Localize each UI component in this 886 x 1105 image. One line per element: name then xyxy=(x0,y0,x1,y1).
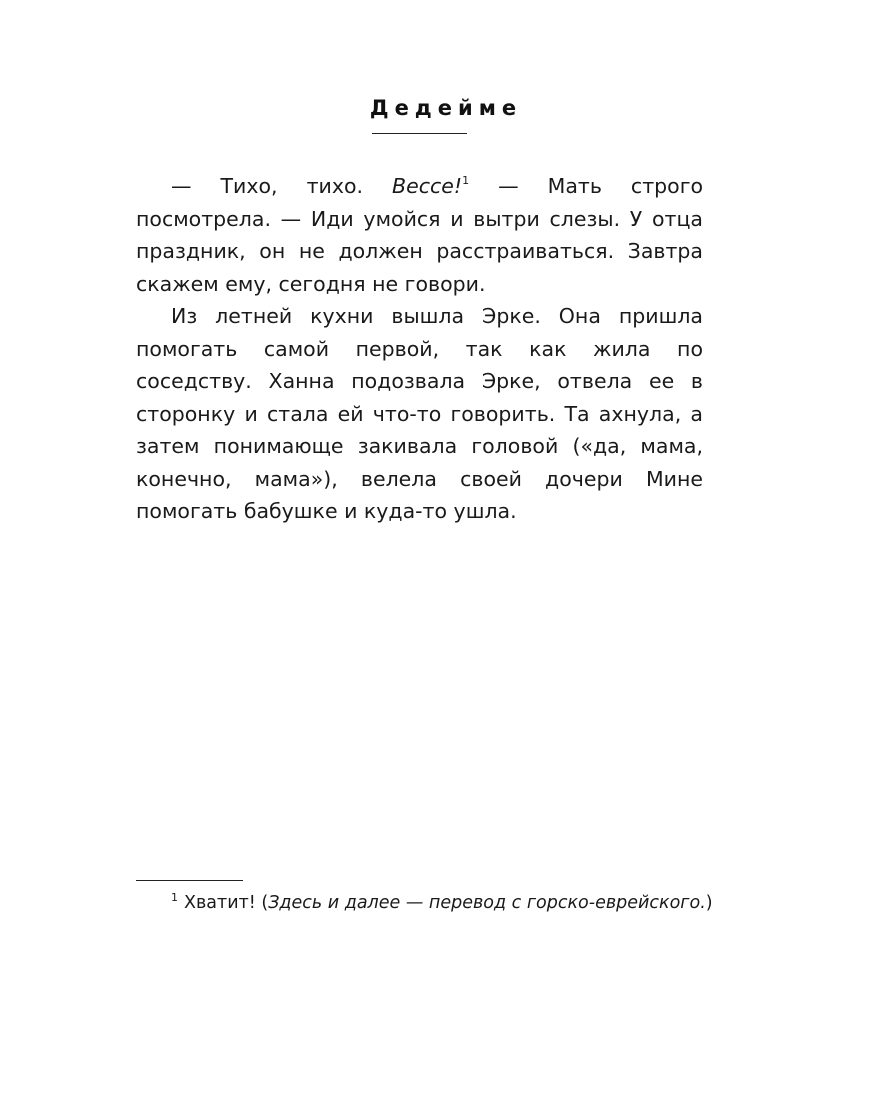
paragraph-1-opening: — Тихо, тихо. xyxy=(171,174,393,198)
footnote-italic-note: Здесь и далее — перевод с горско-еврейского. xyxy=(268,893,706,913)
paragraph-2: Из летней кухни вышла Эрке. Она пришла помогать самой первой, так как жила по соседству. Ханна подозвала Эрке, отвела ее в сторонку и стала ей что-то говорить. Та ахнула, а затем понимающе закивала головой («да, мама, конечно, мама»), велела своей дочери Мине помогать бабушке и куда-то ушла. xyxy=(136,304,703,523)
running-title: Дедейме xyxy=(369,96,523,120)
paragraph-1-rest: — Мать строго посмотрела. — Иди умойся и вытри слезы. У отца праздник, он не должен расстраиваться. Завтра скажем ему, сегодня не говори. xyxy=(136,174,704,296)
title-underline xyxy=(372,133,467,134)
footnote-text-end: ) xyxy=(705,893,713,913)
paragraph-1 xyxy=(136,170,703,300)
main-text xyxy=(136,170,703,528)
paragraph-1-italic-word: Becce! xyxy=(392,174,463,198)
footnote-text-start: Хватит! ( xyxy=(184,893,269,913)
footnote-separator xyxy=(136,880,243,881)
footnote xyxy=(171,890,731,916)
footnote-reference[interactable]: 1 xyxy=(462,174,470,187)
footnote-number: 1 xyxy=(171,891,178,904)
